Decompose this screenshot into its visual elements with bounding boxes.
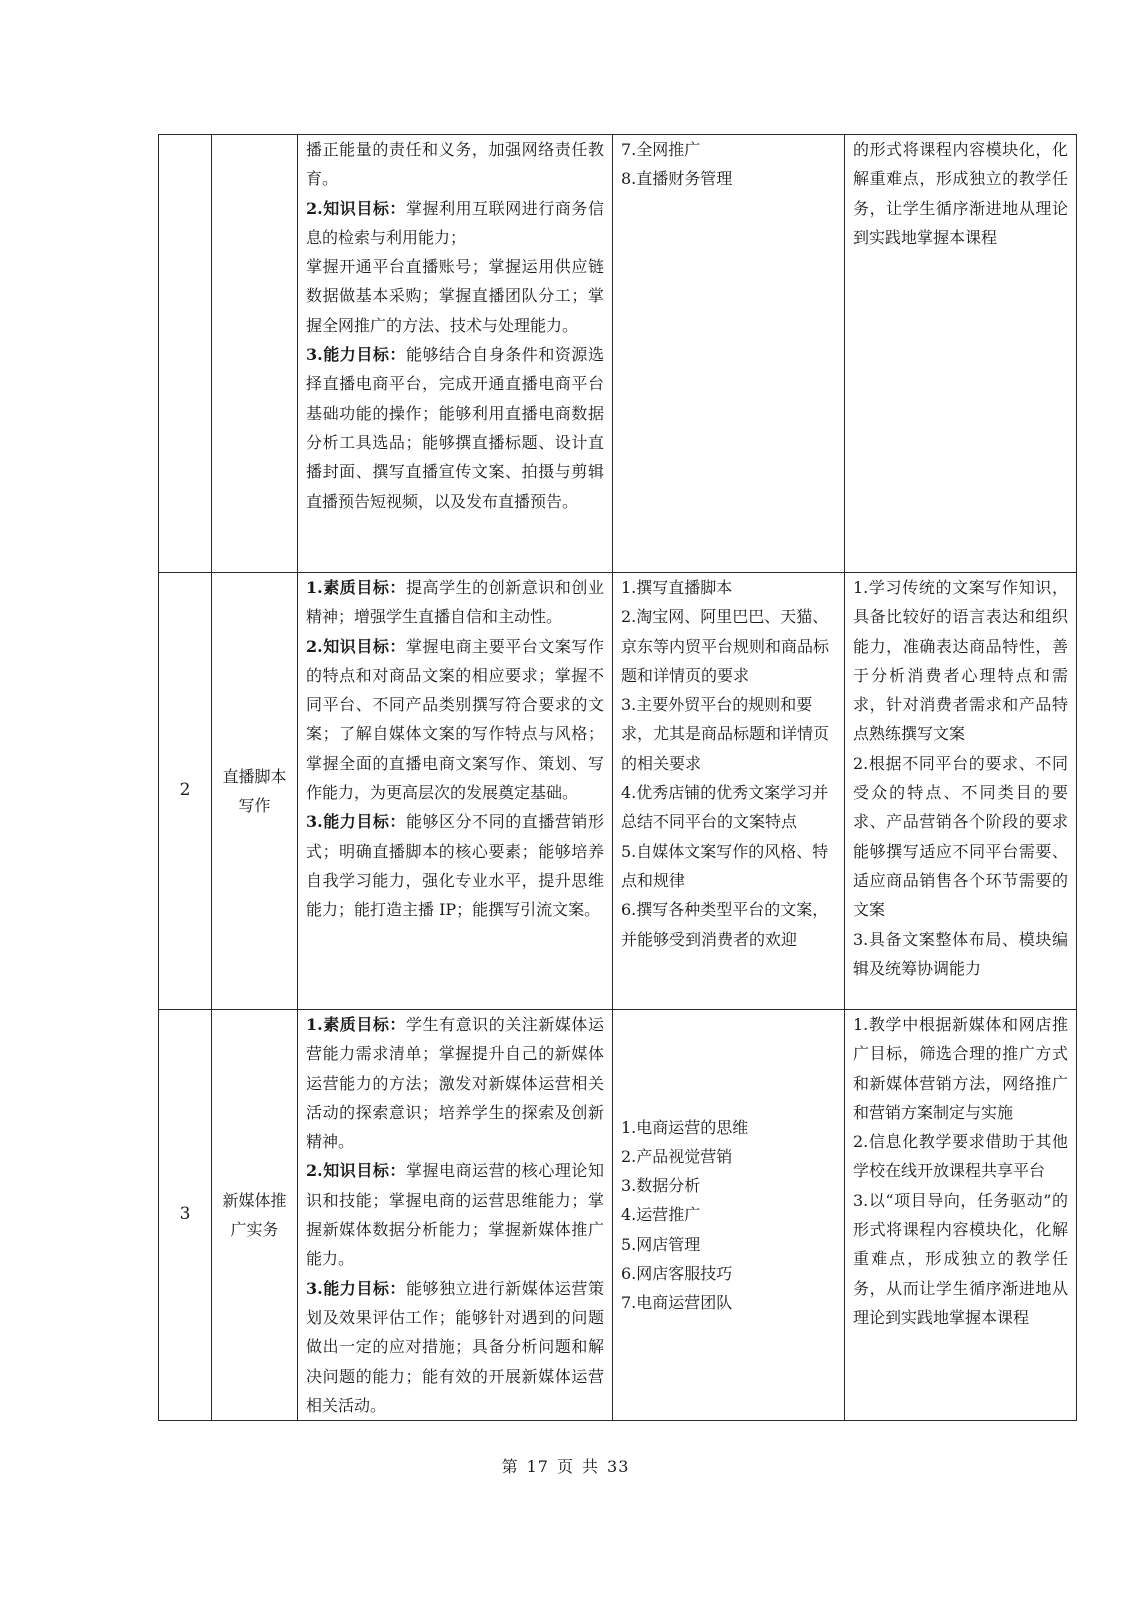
teaching-requirements	[845, 1010, 1077, 1421]
content-item: 4.优秀店铺的优秀文案学习并总结不同平台的文案特点	[621, 783, 829, 832]
goal-paragraph: 3.能力目标：能够结合自身条件和资源选择直播电商平台，完成开通直播电商平台基础功能的操作；能够利用直播电商数据分析工具选品；能够撰直播标题、设计直播封面、撰写直播宣传文案、拍摄与剪辑直播预告短视频，以及发布直播预告。	[306, 345, 604, 511]
total-label: 共	[582, 1457, 600, 1476]
row-number	[159, 135, 212, 573]
content-item: 3.数据分析	[621, 1176, 701, 1196]
content-item: 5.自媒体文案写作的风格、特点和规律	[621, 841, 829, 890]
table-row	[159, 135, 1077, 573]
course-goals	[298, 135, 613, 573]
course-name: 新媒体推广实务	[212, 1010, 298, 1421]
goal-paragraph: 2.知识目标：掌握电商运营的核心理论知识和技能；掌握电商的运营思维能力；掌握新媒体数据分析能力；掌握新媒体推广能力。	[306, 1161, 604, 1269]
page-footer	[0, 1454, 1131, 1477]
row-number: 3	[159, 1010, 212, 1421]
course-goals	[298, 1010, 613, 1421]
requirement-item: 1.教学中根据新媒体和网店推广目标，筛选合理的推广方式和新媒体营销方法，网络推广和营销方案制定与实施	[853, 1015, 1068, 1122]
requirement-item: 的形式将课程内容模块化，化解重难点，形成独立的教学任务，让学生循序渐进地从理论到实践地掌握本课程	[853, 140, 1068, 247]
content-item: 6.网店客服技巧	[621, 1264, 733, 1284]
content-item: 4.运营推广	[621, 1205, 701, 1225]
page-label: 第	[501, 1457, 519, 1476]
table-row	[159, 573, 1077, 1010]
course-name: 直播脚本写作	[212, 573, 298, 1010]
content-item: 2.产品视觉营销	[621, 1146, 733, 1166]
course-content	[613, 135, 845, 573]
requirement-item: 1.学习传统的文案写作知识，具备比较好的语言表达和组织能力，准确表达商品特性，善于分析消费者心理特点和需求，针对消费者需求和产品特点熟练撰写文案	[853, 578, 1068, 744]
page-unit: 页	[556, 1457, 574, 1476]
content-item: 2.淘宝网、阿里巴巴、天猫、京东等内贸平台规则和商品标题和详情页的要求	[621, 607, 830, 685]
goal-paragraph: 播正能量的责任和义务，加强网络责任教育。	[306, 140, 604, 189]
table-row	[159, 1010, 1077, 1421]
content-item: 8.直播财务管理	[621, 169, 733, 189]
goal-paragraph: 1.素质目标：提高学生的创新意识和创业精神；增强学生直播自信和主动性。	[306, 578, 604, 627]
requirement-item: 2.根据不同平台的要求、不同受众的特点、不同类目的要求、产品营销各个阶段的要求能够撰写适应不同平台需要、适应商品销售各个环节需要的文案	[853, 753, 1068, 920]
goal-paragraph: 3.能力目标：能够区分不同的直播营销形式；明确直播脚本的核心要素；能够培养自我学习能力，强化专业水平，提升思维能力；能打造主播 IP；能撰写引流文案。	[306, 812, 604, 920]
goal-paragraph: 掌握开通平台直播账号；掌握运用供应链数据做基本采购；掌握直播团队分工；掌握全网推广的方法、技术与处理能力。	[306, 257, 604, 335]
content-item: 3.主要外贸平台的规则和要求，尤其是商品标题和详情页的相关要求	[621, 695, 830, 773]
total-pages: 33	[607, 1457, 630, 1476]
course-table	[158, 134, 1077, 1421]
goal-paragraph: 1.素质目标：学生有意识的关注新媒体运营能力需求清单；掌握提升自己的新媒体运营能力的方法；激发对新媒体运营相关活动的探索意识；培养学生的探索及创新精神。	[306, 1015, 604, 1152]
course-content	[613, 1010, 845, 1421]
requirement-item: 3.以“项目导向，任务驱动”的形式将课程内容模块化，化解重难点，形成独立的教学任务，从而让学生循序渐进地从理论到实践地掌握本课程	[853, 1190, 1068, 1327]
course-goals	[298, 573, 613, 1010]
goal-paragraph: 3.能力目标：能够独立进行新媒体运营策划及效果评估工作；能够针对遇到的问题做出一定的应对措施；具备分析问题和解决问题的能力；能有效的开展新媒体运营相关活动。	[306, 1278, 604, 1415]
content-item: 1.电商运营的思维	[621, 1117, 749, 1137]
course-content	[613, 573, 845, 1010]
teaching-requirements	[845, 573, 1077, 1010]
page-number: 17	[526, 1457, 549, 1476]
row-number: 2	[159, 573, 212, 1010]
course-name	[212, 135, 298, 573]
requirement-item: 2.信息化教学要求借助于其他学校在线开放课程共享平台	[853, 1132, 1068, 1181]
goal-paragraph: 2.知识目标：掌握电商主要平台文案写作的特点和对商品文案的相应要求；掌握不同平台、不同产品类别撰写符合要求的文案；了解自媒体文案的写作特点与风格；掌握全面的直播电商文案写作、策划、写作能力，为更高层次的发展奠定基础。	[306, 636, 604, 803]
teaching-requirements	[845, 135, 1077, 573]
content-item: 5.网店管理	[621, 1234, 701, 1254]
content-item: 7.全网推广	[621, 140, 701, 159]
content-item: 6.撰写各种类型平台的文案，并能够受到消费者的欢迎	[621, 900, 829, 949]
requirement-item: 3.具备文案整体布局、模块编辑及统筹协调能力	[853, 929, 1068, 978]
content-item: 1.撰写直播脚本	[621, 578, 733, 597]
content-item: 7.电商运营团队	[621, 1293, 733, 1313]
goal-paragraph: 2.知识目标：掌握利用互联网进行商务信息的检索与利用能力；	[306, 198, 604, 247]
